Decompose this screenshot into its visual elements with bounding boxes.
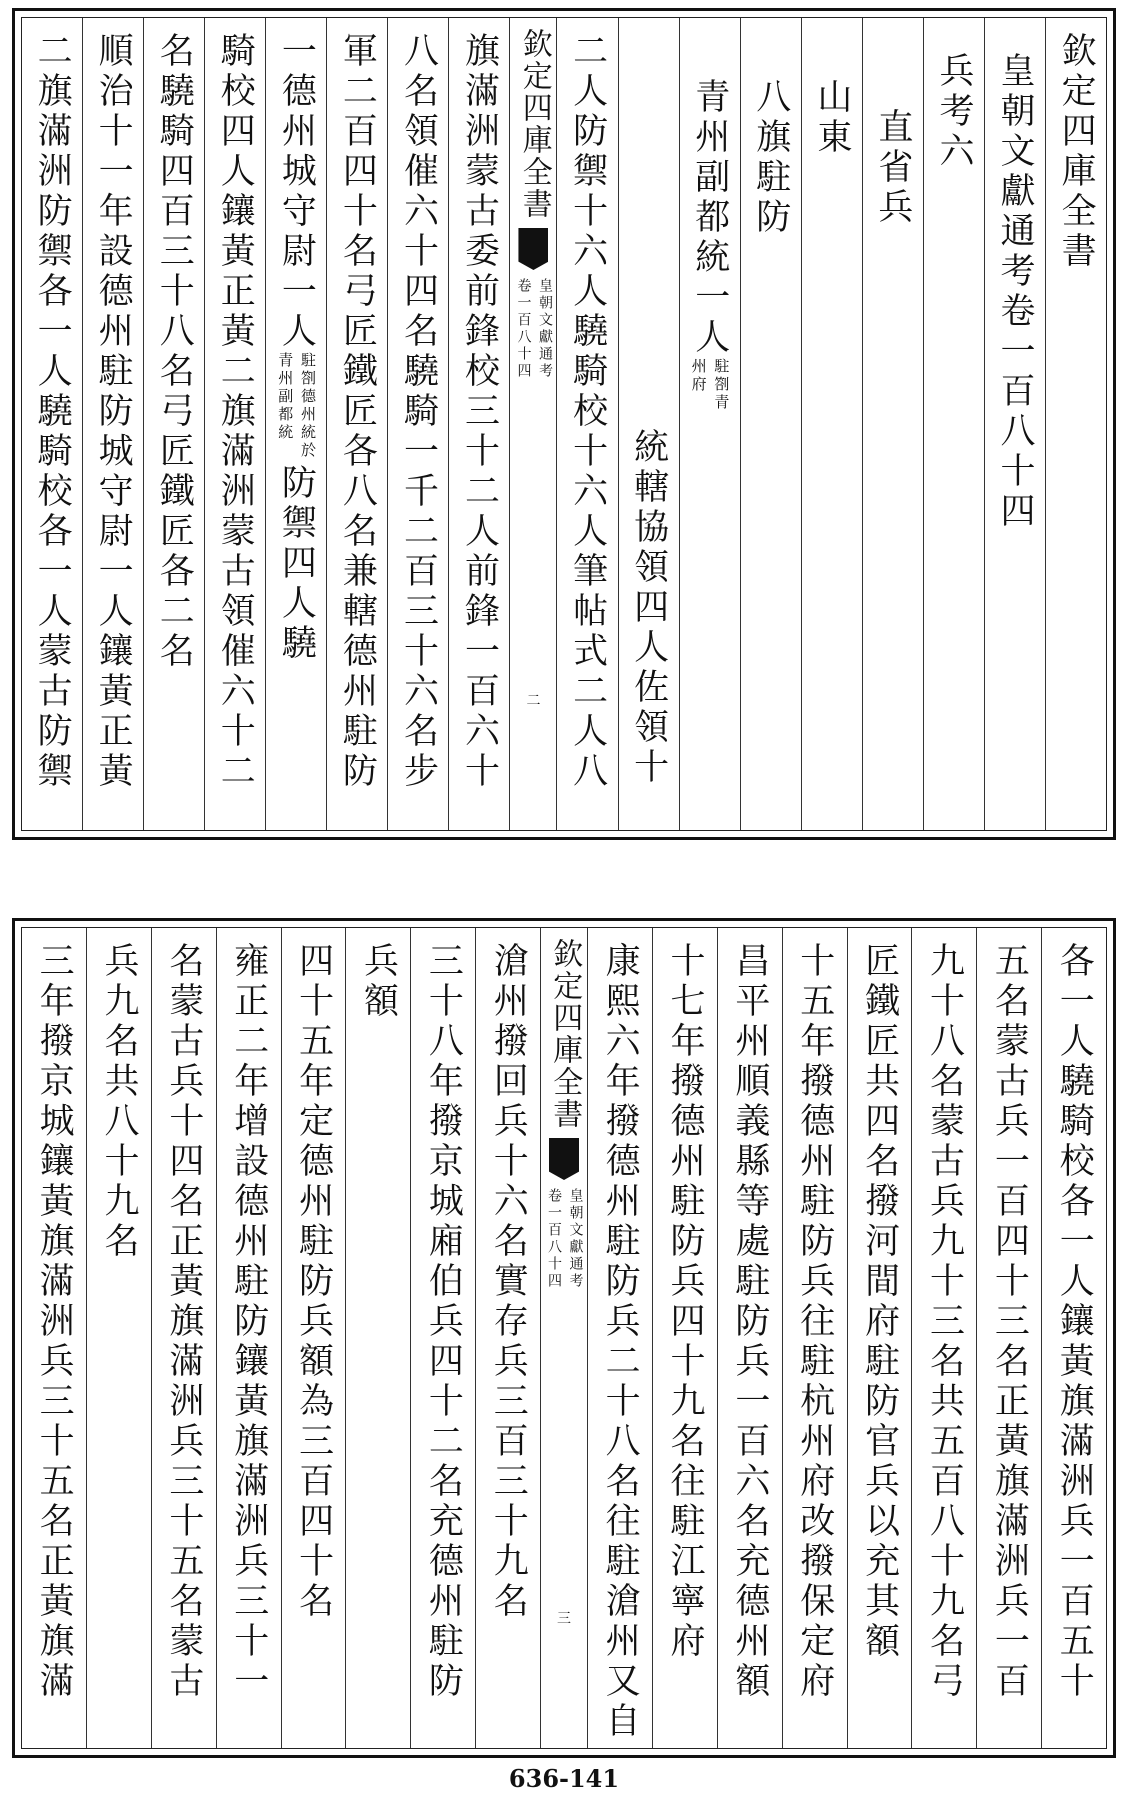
column [556, 18, 617, 830]
text-line: 雍正二年增設德州駐防鑲黃旗滿洲兵三十一 [228, 942, 269, 1702]
fold-subtitle [545, 1188, 584, 1290]
note-line: 駐劄德州統於 [298, 352, 317, 460]
inline-note [689, 358, 731, 412]
column [151, 928, 216, 1748]
page-number: 三 [557, 1611, 571, 1627]
column [281, 928, 346, 1748]
text-line: 青州副都統一人 [689, 78, 730, 358]
fold-subtitle-line: 皇朝文獻通考 [536, 278, 553, 380]
column [387, 18, 448, 830]
fold-subtitle-line: 卷一百八十四 [515, 278, 532, 380]
inline-note [275, 352, 317, 460]
column [216, 928, 281, 1748]
text-line: 軍二百四十名弓匠鐵匠各八名兼轄德州駐防 [337, 32, 378, 792]
text-line: 十五年撥德州駐防兵往駐杭州府改撥保定府 [794, 942, 835, 1702]
column [587, 928, 652, 1748]
column [618, 18, 679, 830]
column [326, 18, 387, 830]
column-with-note [275, 18, 317, 664]
section-title: 兵考六 [933, 52, 974, 172]
column [410, 928, 475, 1748]
text-line: 名蒙古兵十四名正黃旗滿洲兵三十五名蒙古 [163, 942, 204, 1702]
text-line: 三年撥京城鑲黃旗滿洲兵三十五名正黃旗滿 [34, 942, 75, 1702]
center-fold [540, 928, 587, 1748]
text-line: 順治十一年設德州駐防城守尉一人鑲黃正黃 [93, 32, 134, 792]
garrison-heading: 八旗駐防 [750, 78, 791, 238]
book-title: 欽定四庫全書 [1056, 32, 1097, 272]
bottom-page [12, 918, 1116, 1758]
fold-subtitle-line: 卷一百八十四 [546, 1188, 562, 1290]
column [717, 928, 782, 1748]
column [22, 928, 86, 1748]
column [1045, 18, 1106, 830]
column [143, 18, 204, 830]
page-number: 二 [526, 693, 541, 709]
column [911, 928, 976, 1748]
fold-title: 欽定四庫全書 [547, 938, 583, 1130]
text-line: 統轄協領四人佐領十 [628, 428, 669, 788]
top-page [12, 8, 1116, 840]
text-line: 十七年撥德州駐防兵四十九名往駐江寧府 [664, 942, 705, 1662]
province-heading: 山東 [811, 78, 852, 158]
column [984, 18, 1045, 830]
column [801, 18, 862, 830]
text-line: 防禦四人驍 [276, 464, 317, 664]
center-fold [509, 18, 556, 830]
text-line: 八名領催六十四名驍騎一千二百三十六名步 [398, 32, 439, 792]
note-line: 州府 [689, 358, 708, 394]
column [204, 18, 265, 830]
text-line: 一德州城守尉一人 [276, 32, 317, 352]
text-line: 匠鐵匠共四名撥河間府駐防官兵以充其額 [859, 942, 900, 1662]
note-line: 駐劄青 [712, 358, 731, 412]
fold-title: 欽定四庫全書 [516, 28, 552, 220]
column [862, 18, 923, 830]
bottom-page-columns [21, 927, 1107, 1749]
column [86, 928, 151, 1748]
volume-title: 皇朝文獻通考卷一百八十四 [995, 52, 1036, 532]
fish-tail-mark-icon [518, 228, 548, 270]
note-line: 青州副都統 [276, 352, 295, 442]
top-page-columns [21, 17, 1107, 831]
column [847, 928, 912, 1748]
text-line: 二旗滿洲防禦各一人驍騎校各一人蒙古防禦 [32, 32, 73, 792]
column [82, 18, 143, 830]
text-line: 五名蒙古兵一百四十三名正黃旗滿洲兵一百 [989, 942, 1030, 1702]
column [652, 928, 717, 1748]
text-line: 昌平州順義縣等處駐防兵一百六名充德州額 [729, 942, 770, 1702]
column [782, 928, 847, 1748]
text-line: 騎校四人鑲黃正黃二旗滿洲蒙古領催六十二 [215, 32, 256, 792]
column [679, 18, 740, 830]
column [265, 18, 326, 830]
text-line: 兵額 [358, 942, 399, 1022]
column [475, 928, 540, 1748]
column [923, 18, 984, 830]
column [448, 18, 509, 830]
text-line: 康熙六年撥德州駐防兵二十八名往駐滄州又自 [600, 942, 641, 1742]
column [1041, 928, 1106, 1748]
fish-tail-mark-icon [549, 1138, 579, 1180]
column [345, 928, 410, 1748]
text-line: 旗滿洲蒙古委前鋒校三十二人前鋒一百六十 [459, 32, 500, 792]
text-line: 滄州撥回兵十六名實存兵三百三十九名 [488, 942, 529, 1622]
page-footer-number: 636-141 [508, 1764, 620, 1793]
subsection-title: 直省兵 [872, 108, 913, 228]
column [740, 18, 801, 830]
column [976, 928, 1041, 1748]
column [22, 18, 82, 830]
text-line: 二人防禦十六人驍騎校十六人筆帖式二人八 [567, 32, 608, 792]
text-line: 三十八年撥京城廂伯兵四十二名充德州駐防 [423, 942, 464, 1702]
text-line: 九十八名蒙古兵九十三名共五百八十九名弓 [924, 942, 965, 1702]
fold-subtitle [514, 278, 553, 380]
text-line: 各一人驍騎校各一人鑲黃旗滿洲兵一百五十 [1054, 942, 1095, 1702]
text-line: 名驍騎四百三十八名弓匠鐵匠各二名 [154, 32, 195, 672]
fold-subtitle-line: 皇朝文獻通考 [567, 1188, 584, 1290]
text-line: 四十五年定德州駐防兵額為三百四十名 [293, 942, 334, 1622]
column-with-note [689, 18, 731, 412]
text-line: 兵九名共八十九名 [98, 942, 139, 1262]
